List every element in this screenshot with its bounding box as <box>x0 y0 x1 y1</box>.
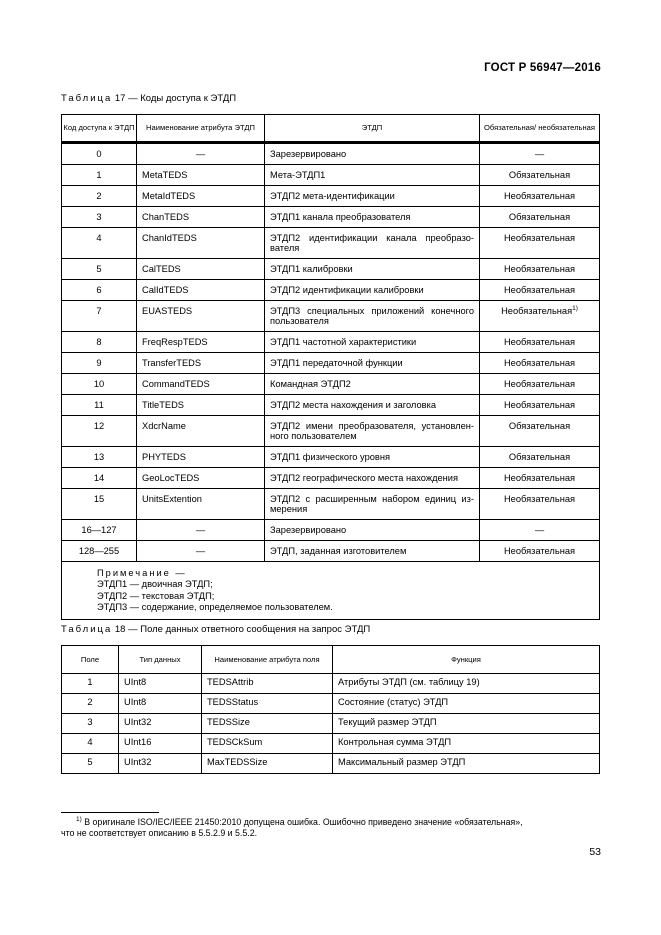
table-row <box>62 206 600 227</box>
table-row <box>62 674 600 694</box>
cell-field-attribute: TEDSStatus <box>202 694 333 714</box>
cell-code: 13 <box>62 446 137 467</box>
cell-teds: ЭТДП1 физического уровня <box>265 446 480 467</box>
table-row <box>62 467 600 488</box>
cell-required: — <box>480 519 600 540</box>
table-row <box>62 754 600 774</box>
cell-required: Обязательная <box>480 206 600 227</box>
cell-teds: ЭТДП2 мета-идентификации <box>265 185 480 206</box>
cell-attribute-name: CalIdTEDS <box>137 279 265 300</box>
cell-code: 9 <box>62 352 137 373</box>
cell-required: Обязательная <box>480 164 600 185</box>
cell-attribute-name: ChanIdTEDS <box>137 227 265 258</box>
column-header-function: Функция <box>333 646 600 674</box>
table-row <box>62 394 600 415</box>
note-title: Примечание — <box>97 567 187 578</box>
table-17-note <box>62 561 600 619</box>
cell-code: 2 <box>62 185 137 206</box>
table-row <box>62 352 600 373</box>
cell-function: Текущий размер ЭТДП <box>333 714 600 734</box>
column-header-code: Код доступа к ЭТДП <box>62 115 137 142</box>
cell-attribute-name: TitleTEDS <box>137 394 265 415</box>
table-18-caption-word: Таблица <box>61 624 113 635</box>
cell-attribute-name: — <box>137 540 265 561</box>
column-header-field: Поле <box>62 646 119 674</box>
table-18-caption-text: 18 — Поле данных ответного сообщения на запрос ЭТДП <box>112 624 371 635</box>
footnote <box>61 817 601 840</box>
cell-code: 14 <box>62 467 137 488</box>
cell-teds: ЭТДП3 специальных приложений конечного пользователя <box>265 300 480 331</box>
cell-code: 8 <box>62 331 137 352</box>
cell-teds: ЭТДП1 передаточной функции <box>265 352 480 373</box>
cell-teds: Командная ЭТДП2 <box>265 373 480 394</box>
table-row <box>62 415 600 446</box>
page-number: 53 <box>589 846 601 858</box>
footnote-text: В оригинале ISO/IEC/IEEE 21450:2010 допущена ошибка. Ошибочно приведено значение «обязательная», <box>81 817 523 827</box>
cell-field-attribute: TEDSSize <box>202 714 333 734</box>
cell-code: 12 <box>62 415 137 446</box>
cell-code: 128—255 <box>62 540 137 561</box>
table-row <box>62 164 600 185</box>
note-line: ЭТДП2 — текстовая ЭТДП; <box>97 590 215 601</box>
cell-required: Необязательная <box>480 227 600 258</box>
table-row <box>62 734 600 754</box>
cell-attribute-name: TransferTEDS <box>137 352 265 373</box>
cell-code: 4 <box>62 227 137 258</box>
cell-required: Необязательная <box>480 540 600 561</box>
cell-field: 2 <box>62 694 119 714</box>
cell-teds: ЭТДП, заданная изготовителем <box>265 540 480 561</box>
table-row <box>62 488 600 519</box>
table-row <box>62 714 600 734</box>
document-header: ГОСТ Р 56947—2016 <box>484 62 601 74</box>
table-row <box>62 258 600 279</box>
cell-attribute-name: ChanTEDS <box>137 206 265 227</box>
footnote-separator <box>61 812 159 813</box>
cell-attribute-name: XdcrName <box>137 415 265 446</box>
cell-required: Необязательная <box>480 352 600 373</box>
cell-data-type: UInt8 <box>119 674 202 694</box>
cell-function: Атрибуты ЭТДП (см. таблицу 19) <box>333 674 600 694</box>
cell-attribute-name: — <box>137 519 265 540</box>
note-line: ЭТДП3 — содержание, определяемое пользователем. <box>97 602 333 613</box>
cell-teds: Зарезервировано <box>265 143 480 164</box>
cell-teds: ЭТДП1 частотной характеристики <box>265 331 480 352</box>
table-row <box>62 540 600 561</box>
cell-field: 3 <box>62 714 119 734</box>
table-row <box>62 227 600 258</box>
cell-attribute-name: EUASTEDS <box>137 300 265 331</box>
cell-attribute-name: MetaIdTEDS <box>137 185 265 206</box>
cell-teds: ЭТДП2 идентификации калибровки <box>265 279 480 300</box>
table-17-caption-text: 17 — Коды доступа к ЭТДП <box>112 93 237 104</box>
note-line: ЭТДП1 — двоичная ЭТДП; <box>97 579 213 590</box>
cell-field: 4 <box>62 734 119 754</box>
table-row <box>62 185 600 206</box>
cell-field-attribute: TEDSAttrib <box>202 674 333 694</box>
table-row <box>62 143 600 164</box>
cell-required: Необязательная <box>480 185 600 206</box>
table-18-caption <box>61 624 370 635</box>
cell-function: Состояние (статус) ЭТДП <box>333 694 600 714</box>
cell-function: Контрольная сумма ЭТДП <box>333 734 600 754</box>
column-header-teds: ЭТДП <box>265 115 480 142</box>
cell-teds: ЭТДП2 идентификации канала преобразо-вателя <box>265 227 480 258</box>
cell-required: Необязательная <box>480 258 600 279</box>
cell-required: Необязательная <box>480 373 600 394</box>
cell-attribute-name: PHYTEDS <box>137 446 265 467</box>
table-row <box>62 373 600 394</box>
footnote-marker: 1) <box>76 816 82 824</box>
table-row <box>62 279 600 300</box>
cell-required: Обязательная <box>480 415 600 446</box>
cell-code: 7 <box>62 300 137 331</box>
cell-code: 15 <box>62 488 137 519</box>
table-row <box>62 331 600 352</box>
column-header-required: Обязательная/ необязательная <box>480 115 600 142</box>
footnote-line: что не соответствует описанию в 5.5.2.9 и 5.5.2. <box>61 828 258 839</box>
table-17-caption <box>61 93 236 104</box>
cell-teds: Мета-ЭТДП1 <box>265 164 480 185</box>
required-value: Необязательная <box>501 305 573 316</box>
cell-field: 5 <box>62 754 119 774</box>
cell-data-type: UInt16 <box>119 734 202 754</box>
table-17-header-row <box>62 115 600 142</box>
table-17-note-row <box>62 561 600 619</box>
cell-code: 10 <box>62 373 137 394</box>
table-17-access-codes <box>61 114 600 620</box>
cell-teds: Зарезервировано <box>265 519 480 540</box>
cell-teds: ЭТДП2 с расширенным набором единиц из-мерения <box>265 488 480 519</box>
cell-required: — <box>480 143 600 164</box>
cell-required: Обязательная <box>480 446 600 467</box>
column-header-attribute-name: Наименование атрибута ЭТДП <box>137 115 265 142</box>
cell-required: Необязательная <box>480 279 600 300</box>
cell-code: 1 <box>62 164 137 185</box>
footnote-line <box>61 817 601 828</box>
cell-teds: ЭТДП2 места нахождения и заголовка <box>265 394 480 415</box>
cell-data-type: UInt32 <box>119 714 202 734</box>
cell-required: Необязательная <box>480 467 600 488</box>
cell-attribute-name: — <box>137 143 265 164</box>
cell-teds: ЭТДП2 географического места нахождения <box>265 467 480 488</box>
cell-required: Необязательная <box>480 488 600 519</box>
cell-teds: ЭТДП2 имени преобразователя, установлен-ного пользователем <box>265 415 480 446</box>
table-row <box>62 519 600 540</box>
cell-required: Необязательная <box>480 331 600 352</box>
cell-attribute-name: FreqRespTEDS <box>137 331 265 352</box>
cell-attribute-name: CommandTEDS <box>137 373 265 394</box>
footnote-marker: 1) <box>572 304 578 312</box>
cell-function: Максимальный размер ЭТДП <box>333 754 600 774</box>
cell-code: 0 <box>62 143 137 164</box>
cell-teds: ЭТДП1 калибровки <box>265 258 480 279</box>
cell-attribute-name: GeoLocTEDS <box>137 467 265 488</box>
cell-attribute-name: UnitsExtention <box>137 488 265 519</box>
cell-required: Необязательная <box>480 394 600 415</box>
cell-code: 6 <box>62 279 137 300</box>
table-row <box>62 694 600 714</box>
cell-data-type: UInt8 <box>119 694 202 714</box>
column-header-field-attribute: Наименование атрибута поля <box>202 646 333 674</box>
cell-data-type: UInt32 <box>119 754 202 774</box>
table-18-header-row <box>62 646 600 674</box>
cell-code: 16—127 <box>62 519 137 540</box>
cell-field-attribute: TEDSCkSum <box>202 734 333 754</box>
cell-code: 11 <box>62 394 137 415</box>
table-row <box>62 300 600 331</box>
table-18-response-fields <box>61 645 600 774</box>
column-header-data-type: Тип данных <box>119 646 202 674</box>
table-17-caption-word: Таблица <box>61 93 113 104</box>
cell-attribute-name: CalTEDS <box>137 258 265 279</box>
cell-field-attribute: MaxTEDSSize <box>202 754 333 774</box>
cell-code: 3 <box>62 206 137 227</box>
table-row <box>62 446 600 467</box>
cell-code: 5 <box>62 258 137 279</box>
cell-required <box>480 300 600 331</box>
cell-teds: ЭТДП1 канала преобразователя <box>265 206 480 227</box>
cell-attribute-name: MetaTEDS <box>137 164 265 185</box>
cell-field: 1 <box>62 674 119 694</box>
